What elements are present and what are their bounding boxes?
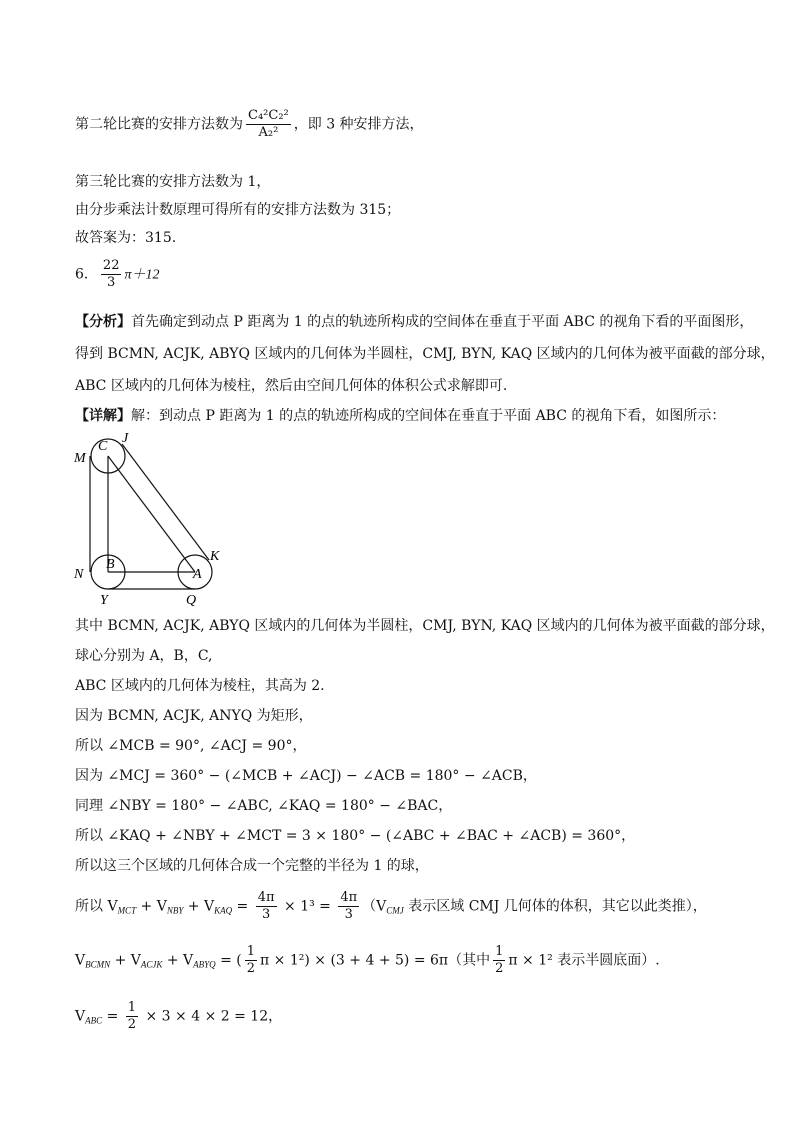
question-number: 6． (75, 266, 98, 283)
body-line-12 (75, 1000, 282, 1033)
text: × 3 × 4 × 2 = 12， (141, 1008, 283, 1025)
text: × 1³ = (279, 898, 336, 915)
frac-num: 22 (102, 258, 120, 273)
body-line-11 (75, 944, 660, 977)
frac-den: 2 (246, 961, 256, 976)
frac-den: 3 (344, 907, 353, 922)
text: ，即 3 种安排方法， (293, 116, 424, 133)
line-second-round (75, 108, 424, 141)
frac-num: 4π (340, 890, 358, 905)
question-6-answer (75, 258, 159, 291)
text: π × 1²) × (3 + 4 + 5) = 6π（其中 (260, 952, 491, 969)
text: 所以 V (75, 898, 118, 915)
body-line-10 (75, 890, 707, 923)
subscript: KAQ (214, 905, 233, 916)
label-M: M (74, 451, 86, 466)
text: V (75, 952, 86, 969)
text: （V (362, 898, 387, 915)
line-JK (122, 444, 209, 560)
label-A: A (193, 567, 202, 582)
fraction (493, 944, 505, 977)
analysis-line-1 (75, 312, 753, 332)
frac-num: 1 (246, 944, 256, 959)
body-line-2: 球心分别为 A，B，C, (75, 648, 213, 664)
analysis-line-3: ABC 区域内的几何体为棱柱，然后由空间几何体的体积公式求解即可. (75, 378, 508, 394)
text: V (75, 1008, 86, 1025)
fraction (256, 890, 277, 923)
subscript: ABYQ (193, 959, 216, 970)
fraction (101, 258, 122, 291)
body-line-4: 因为 BCMN, ACJK, ANYQ 为矩形， (75, 708, 313, 724)
line-multiplication-principle: 由分步乘法计数原理可得所有的安排方法数为 315； (75, 202, 401, 218)
frac-den: 3 (262, 907, 271, 922)
text: = (232, 898, 253, 915)
frac-num: 1 (127, 1000, 137, 1015)
fraction (126, 1000, 138, 1033)
text: + V (136, 898, 167, 915)
subscript: NBY (166, 905, 184, 916)
text: 第二轮比赛的安排方法数为 (75, 116, 243, 133)
label-K: K (210, 549, 220, 564)
body-line-6: 因为 ∠MCJ = 360° − (∠MCB + ∠ACJ) − ∠ACB = 180° − ∠ACB， (75, 768, 537, 784)
label-J: J (122, 432, 129, 446)
geometry-figure (70, 432, 230, 607)
subscript: ACJK (140, 959, 163, 970)
text: + V (110, 952, 141, 969)
fraction (245, 944, 257, 977)
body-line-7: 同理 ∠NBY = 180° − ∠ABC, ∠KAQ = 180° − ∠BAC， (75, 798, 453, 814)
frac-den: 2 (127, 1017, 137, 1032)
frac-den: 3 (107, 275, 116, 290)
analysis-line-2: 得到 BCMN, ACJK, ABYQ 区域内的几何体为半圆柱，CMJ, BYN, KAQ 区域内的几何体为被平面截的部分球， (75, 346, 775, 362)
fraction (338, 890, 359, 923)
text: 表示区域 CMJ 几何体的体积，其它以此类推）， (403, 898, 707, 915)
label-C: C (98, 439, 108, 454)
text: + V (162, 952, 194, 969)
text: π＋12 (124, 267, 160, 283)
text: = ( (215, 952, 242, 969)
label-Y: Y (100, 593, 108, 607)
body-line-9: 所以这三个区域的几何体合成一个完整的半径为 1 的球， (75, 858, 429, 874)
body-line-5: 所以 ∠MCB = 90°, ∠ACJ = 90°， (75, 738, 307, 754)
line-CA (108, 456, 195, 572)
line-answer: 故答案为：315. (75, 230, 177, 246)
frac-num: 4π (257, 890, 275, 905)
subscript: CMJ (386, 905, 404, 916)
label-N: N (74, 567, 84, 582)
text: + V (183, 898, 215, 915)
text: 首先确定到动点 P 距离为 1 的点的轨迹所构成的空间体在垂直于平面 ABC 的视角下看的平面图形， (131, 314, 754, 330)
frac-den: A₂² (258, 125, 279, 140)
label-Q: Q (186, 593, 197, 607)
label-B: B (106, 557, 115, 572)
text: 解：到动点 P 距离为 1 的点的轨迹所构成的空间体在垂直于平面 ABC 的视角下看，如图所示： (131, 408, 726, 424)
subscript: ABC (85, 1015, 103, 1026)
body-line-3: ABC 区域内的几何体为棱柱，其高为 2. (75, 678, 325, 694)
body-line-1: 其中 BCMN, ACJK, ABYQ 区域内的几何体为半圆柱，CMJ, BYN, KAQ 区域内的几何体为被平面截的部分球， (75, 618, 775, 634)
subscript: BCMN (85, 959, 111, 970)
frac-den: 2 (495, 961, 504, 976)
text: = (102, 1008, 123, 1025)
fraction (246, 108, 291, 141)
text: π × 1² 表示半圆底面）. (508, 952, 660, 969)
analysis-tag: 【分析】 (75, 314, 131, 330)
detail-line-1 (75, 406, 725, 426)
subscript: MCT (117, 905, 137, 916)
line-third-round: 第三轮比赛的安排方法数为 1， (75, 174, 271, 190)
detail-tag: 【详解】 (75, 408, 131, 424)
frac-num: 1 (495, 944, 504, 959)
body-line-8: 所以 ∠KAQ + ∠NBY + ∠MCT = 3 × 180° − (∠ABC + ∠BAC + ∠ACB) = 360°， (75, 828, 636, 844)
frac-num: C₄²C₂² (248, 108, 289, 123)
